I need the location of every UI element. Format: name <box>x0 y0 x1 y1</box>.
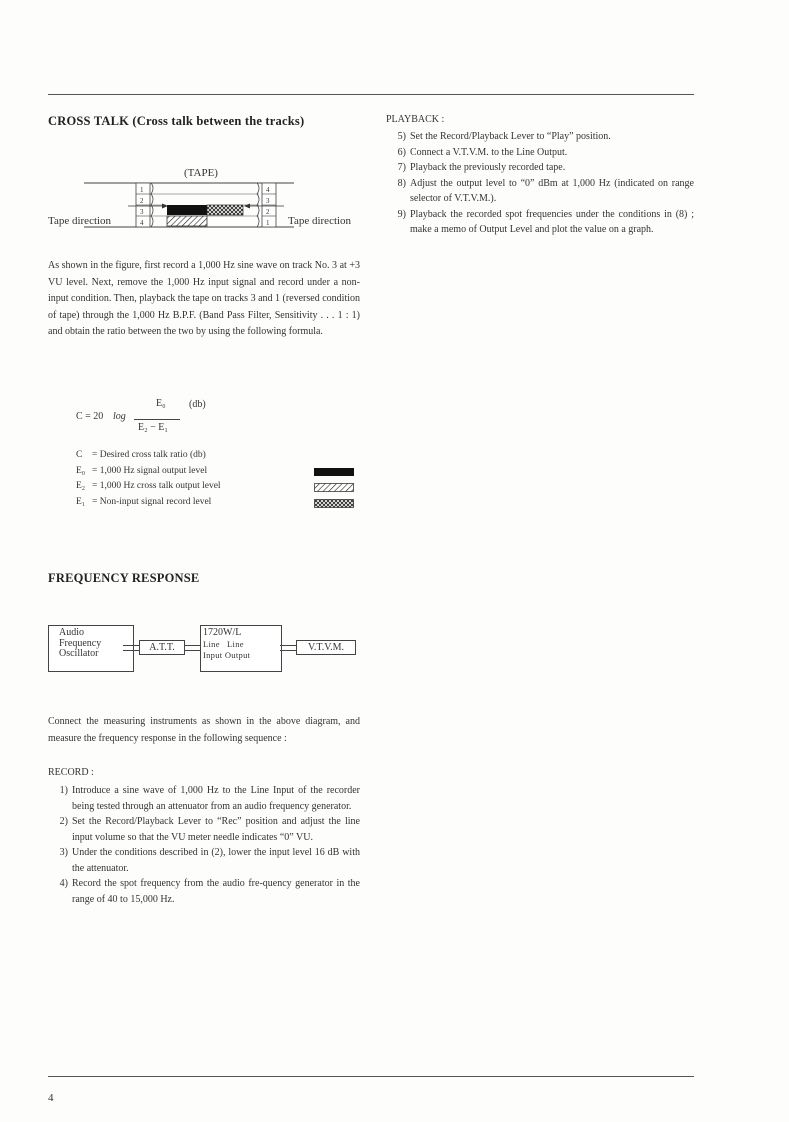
oscillator-box: Audio Frequency Oscillator <box>48 625 134 672</box>
right-track-1: 1 <box>266 219 270 227</box>
left-track-2: 2 <box>140 197 144 205</box>
legend-hatch-swatch <box>314 483 354 492</box>
tape-figure <box>44 160 374 240</box>
formula-fraction-bar <box>134 419 180 420</box>
playback-steps <box>386 129 694 238</box>
legend-cross-swatch <box>314 499 354 508</box>
definition-row: E₀ = 1,000 Hz signal output level <box>76 464 360 480</box>
formula-unit: (db) <box>189 399 206 410</box>
wire-osc-att <box>123 645 139 651</box>
left-track-3: 3 <box>140 208 144 216</box>
legend-solid-swatch <box>314 468 354 476</box>
signal-block-hatch <box>167 216 207 226</box>
crosstalk-heading: CROSS TALK (Cross talk between the tracks) <box>48 114 305 128</box>
list-item: 9) Playback the recorded spot frequencies under the conditions in (8) ; make a memo of Output Level and plot the value on a graph. <box>397 208 694 235</box>
definitions-list <box>76 448 360 510</box>
definition-row: E₁ = Non-input signal record level <box>76 495 360 511</box>
list-item: 1) Introduce a sine wave of 1,000 Hz to the Line Input of the recorder being tested through an attenuator from an audio frequency generator. <box>59 785 360 812</box>
right-track-3: 3 <box>266 197 270 205</box>
formula-denominator: E₂ − E₁ <box>138 422 168 433</box>
tape-label: (TAPE) <box>184 167 218 179</box>
bottom-rule <box>48 1076 694 1077</box>
playback-label: PLAYBACK : <box>386 114 445 125</box>
list-item: 2) Set the Record/Playback Lever to “Rec” position and adjust the line input volume so that the VU meter needle indicates “0” VU. <box>59 816 360 843</box>
right-track-2: 2 <box>266 208 270 216</box>
list-item: 4) Record the spot frequency from the audio fre-quency generator in the range of 40 to 15,000 Hz. <box>59 878 360 905</box>
list-item: 5) Set the Record/Playback Lever to “Play” position. <box>397 131 611 142</box>
vtvm-box: V.T.V.M. <box>296 640 356 655</box>
definition-row: E₂ = 1,000 Hz cross talk output level <box>76 479 360 495</box>
top-rule <box>48 94 694 95</box>
wire-att-unit <box>184 645 200 651</box>
page-number: 4 <box>48 1092 54 1104</box>
list-item: 8) Adjust the output level to “0” dBm at 1,000 Hz (indicated on range selector of V.T.V.M.). <box>397 177 694 204</box>
formula-log: log <box>113 411 126 422</box>
attenuator-box: A.T.T. <box>139 640 185 655</box>
right-track-4: 4 <box>266 186 270 194</box>
recorder-unit-box: 1720W/L Line Line Input Output <box>200 625 282 672</box>
signal-block-cross <box>207 205 243 215</box>
wire-unit-vtvm <box>280 645 296 651</box>
tape-direction-right: Tape direction <box>288 215 352 227</box>
frequency-heading: FREQUENCY RESPONSE <box>48 571 200 585</box>
list-item: 6) Connect a V.T.V.M. to the Line Output. <box>397 146 568 158</box>
record-steps <box>48 783 360 907</box>
list-item: 7) Playback the previously recorded tape. <box>397 162 566 173</box>
formula-lhs: C = 20 <box>76 411 104 422</box>
record-label: RECORD : <box>48 767 94 778</box>
left-track-1: 1 <box>140 186 144 194</box>
formula-numerator: E₀ <box>156 398 166 409</box>
crosstalk-formula <box>76 398 256 442</box>
list-item: 3) Under the conditions described in (2), lower the input level 16 dB with the attenuator. <box>59 847 360 874</box>
definition-row: C = Desired cross talk ratio (db) <box>76 450 206 460</box>
frequency-intro: Connect the measuring instruments as shown in the above diagram, and measure the frequency response in the following sequence : <box>48 716 360 744</box>
crosstalk-paragraph: As shown in the figure, first record a 1,000 Hz sine wave on track No. 3 at +3 VU level. Next, remove the 1,000 Hz input signal and record under a non-input condition. Then, playback the tape on tracks 3 and 1 (reversed condition of tape) through the 1,000 Hz B.P.F. (Band Pass Filter, Sensitivity . . . 1 : 1) and obtain the ratio between the two by using the following formula. <box>48 260 360 337</box>
tape-direction-left: Tape direction <box>48 215 112 227</box>
left-track-4: 4 <box>140 219 144 227</box>
signal-block-solid <box>167 205 207 215</box>
